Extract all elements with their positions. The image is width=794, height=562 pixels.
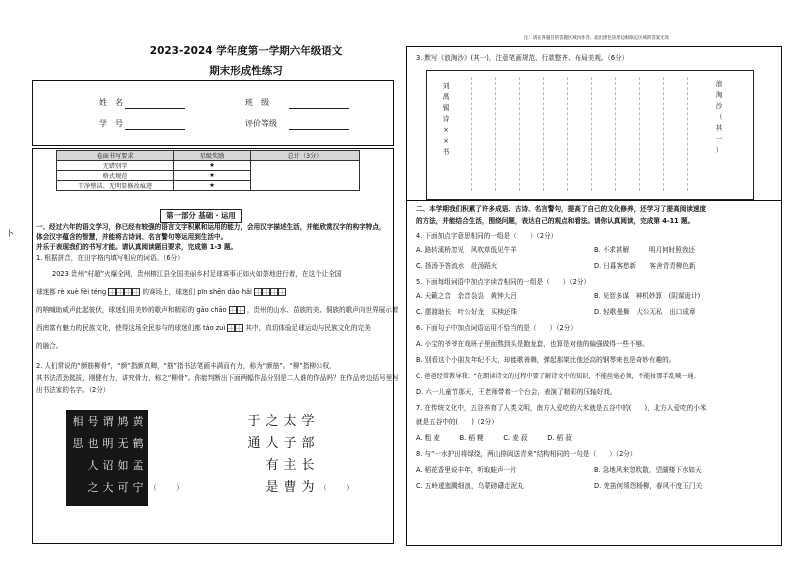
- table-header: 总计（3分）: [251, 151, 360, 161]
- table-header: 星级奖励: [174, 151, 251, 161]
- grade-label: 评价等级: [245, 119, 277, 128]
- scoring-table: [56, 150, 360, 191]
- calligraphy-glyph: 主: [283, 458, 297, 473]
- vertical-char: 其: [715, 124, 723, 132]
- part1-intro-2: [36, 242, 388, 252]
- class-label: 班 级: [245, 98, 269, 107]
- writing-column[interactable]: [615, 77, 616, 191]
- answer-grid-1[interactable]: [108, 288, 140, 296]
- part2-intro-1: 二、本学期我们积累了许多成语、古诗、名言警句，提高了自己的文化修养，还学习了提高阅读速度: [416, 205, 707, 213]
- vertical-char: ×: [443, 137, 449, 145]
- q5-option-b[interactable]: B. 见智多谋 神机妙算 (阴谋诡计): [594, 292, 701, 300]
- calligraphy-rubbing-2: [240, 410, 320, 506]
- calligraphy-glyph: 号: [87, 415, 99, 428]
- q8-option-a[interactable]: A. 稻花香里说丰年，听取蛙声一片: [416, 466, 517, 474]
- writing-column[interactable]: [543, 77, 544, 191]
- poem-writing-frame: [426, 70, 754, 200]
- title-line-1: 2023-2024 学年度第一学期六年级语文: [149, 45, 343, 57]
- vertical-char: 书: [442, 148, 450, 156]
- calligraphy-glyph: 宁: [132, 481, 144, 494]
- vertical-char: 沙: [715, 102, 723, 110]
- vertical-char: 锡: [442, 104, 450, 112]
- writing-column[interactable]: [495, 77, 496, 191]
- answer-paren-2[interactable]: （ ）: [320, 484, 353, 492]
- q8-option-d[interactable]: D. 羌笛何须怨杨柳，春风不度玉门关: [594, 482, 703, 490]
- answer-paren-1[interactable]: （ ）: [150, 484, 183, 492]
- q1-line-4: [36, 324, 371, 333]
- vertical-char: 禹: [442, 93, 450, 101]
- writing-column[interactable]: [519, 77, 520, 191]
- name-label: 姓 名: [99, 98, 123, 107]
- q8-option-c[interactable]: C. 五岭逶迤腾细浪，乌蒙磅礴走泥丸: [416, 482, 524, 490]
- calligraphy-glyph: 如: [117, 459, 129, 472]
- part2-intro-2: 的方法，并能结合生活，围绕问题，表达自己的观点和看法。请你认真阅读，完成第 4-11 题。: [416, 217, 695, 225]
- q4-option-c[interactable]: C. 扬汤予答流水 赴汤蹈火: [416, 262, 498, 270]
- calligraphy-glyph: 长: [301, 458, 315, 473]
- table-cell: 干净整洁、无明显修改痕迹: [57, 181, 174, 191]
- grade-field[interactable]: [289, 128, 349, 130]
- star-cell: ★: [174, 161, 251, 171]
- part1-intro: [36, 222, 388, 242]
- calligraphy-glyph: 相: [72, 415, 84, 428]
- q5-option-c[interactable]: C. 摆渡助长 叶公好龙 买椟还珠: [416, 308, 518, 316]
- q1-line-5: 的融合。: [36, 342, 63, 350]
- q1-line-3b: ，贵州的山水、苗族的美、侗族的歌声向世界展示着: [246, 306, 399, 314]
- student-id-label: 学 号: [99, 119, 123, 128]
- vertical-char: 浪: [715, 80, 723, 88]
- title-line-2: 期末形成性练习: [209, 65, 283, 77]
- vertical-char: 刘: [442, 82, 450, 90]
- calligraphy-glyph: 鹤: [132, 437, 144, 450]
- calligraphy-glyph: 可: [117, 481, 129, 494]
- calligraphy-glyph: 思: [72, 437, 84, 450]
- q1-pinyin-2: 的赛场上，球迷们 pīn shēn dào hǎi: [142, 288, 252, 296]
- calligraphy-glyph: 孟: [132, 459, 144, 472]
- page-subtitle: [96, 64, 396, 78]
- table-cell: 无错别字: [57, 161, 174, 171]
- vertical-char: （: [715, 113, 723, 121]
- calligraphy-glyph: 黄: [132, 415, 144, 428]
- part1-intro-2-text: 并乐于表现我们的书写才能。请认真阅读题目要求，完成第 1-3 题。: [36, 243, 238, 251]
- answer-grid-2[interactable]: [254, 288, 286, 296]
- class-field[interactable]: [289, 107, 349, 109]
- calligraphy-glyph: 为: [301, 480, 315, 495]
- calligraphy-glyph: 部: [301, 436, 315, 451]
- student-info-box: [32, 80, 394, 146]
- name-field[interactable]: [125, 107, 185, 109]
- writing-column[interactable]: [663, 77, 664, 191]
- q5-option-a[interactable]: A. 天籁之音 余音袅袅 黄钟大吕: [416, 292, 517, 300]
- calligraphy-glyph: 子: [283, 436, 297, 451]
- q6-option-b[interactable]: B. 别看这个小朋友年纪不大，却能歌善舞，弹起那架比他还高的钢琴来也是奇妙有趣的。: [416, 356, 676, 364]
- q5-option-d[interactable]: D. 轻歌曼舞 大公无私 出口成章: [594, 308, 696, 316]
- calligraphy-glyph: 诏: [102, 459, 114, 472]
- page-title: [96, 44, 396, 58]
- q1-stem: 1. 根据拼音，在田字格内填写相应的词语。（6分）: [36, 254, 184, 262]
- page-edge-marker: 卜: [6, 229, 14, 238]
- q1-line-4b: 其中，真切体验足球运动与民族文化的完美: [245, 324, 371, 332]
- table-header: 卷面书写要求: [57, 151, 174, 161]
- q1-line-1: 2023 贵州“村超”火爆全网，贵州榕江县全国美丽乡村足球赛事正如火如荼地进行着，在这个让全国: [52, 270, 342, 278]
- calligraphy-glyph: 通: [247, 436, 261, 451]
- calligraphy-glyph: 大: [102, 481, 114, 494]
- q4-option-d[interactable]: D. 日暮客愁新 客舍青青柳色新: [594, 262, 696, 270]
- calligraphy-glyph: 太: [283, 414, 297, 429]
- star-cell: ★: [174, 181, 251, 191]
- q1-pinyin-1: 球迷都 rè xuè fèi téng: [36, 288, 107, 296]
- calligraphy-glyph: 曹: [283, 480, 297, 495]
- part1-heading: [160, 209, 242, 223]
- q4-stem: 4. 下面加点字意思相同的一组是（ ）（2分）: [416, 232, 558, 240]
- calligraphy-rubbing-1: [66, 410, 148, 506]
- q1-line-3: [36, 306, 398, 315]
- poem-title-column: [714, 79, 724, 156]
- star-cell: ★: [174, 171, 251, 181]
- q7-stem-2: 就是五谷中的( )（2分）: [416, 418, 498, 426]
- q1-pinyin-4: 西南富有魅力的民族文化，使得这场全民参与的球迷们都 táo zuì: [36, 324, 226, 332]
- writing-column[interactable]: [471, 77, 472, 191]
- q7-stem-1: 7. 在传统文化中，五谷养育了人类文明，南方人爱吃的大米就是五谷中的( )，北方人爱吃的小米: [416, 404, 707, 412]
- calligraphy-glyph: 学: [301, 414, 315, 429]
- q1-pinyin-3: 的呐喊助威声此起彼伏，球迷们用美妙的歌声和精彩的 gāo chāo: [36, 306, 227, 314]
- calligraphy-glyph: 人: [87, 459, 99, 472]
- q1-line-2: [36, 288, 286, 297]
- student-id-field[interactable]: [125, 128, 185, 130]
- calligraphy-glyph: 谓: [102, 415, 114, 428]
- answer-grid-3[interactable]: [229, 306, 245, 314]
- calligraphy-glyph: 有: [265, 458, 279, 473]
- vertical-char: ）: [715, 146, 723, 154]
- q6-option-d[interactable]: D. 六一儿童节那天，王老师带着一个台会，表演了精彩的压轴好戏。: [416, 388, 617, 396]
- writing-column[interactable]: [687, 77, 688, 191]
- q5-stem: 5. 下面每组词语中加点字读音相同的一组是（ ）（2分）: [416, 278, 591, 286]
- part1-intro-1: 一、经过六年的语文学习，你已经有较强的语言文字积累和运用的能力，会用汉字描述生活，并能欣赏汉字的构字特点，体会汉字蕴含的智慧，并能将古诗词、名言警句等运用到生活中。: [36, 223, 386, 241]
- calligraphy-glyph: 之: [87, 481, 99, 494]
- poem-author-column: [441, 81, 451, 158]
- calligraphy-glyph: 于: [247, 414, 261, 429]
- calligraphy-glyph: 鸠: [117, 415, 129, 428]
- table-header-row: [57, 151, 360, 161]
- q2-stem-1: 2. 人们常说的“颜筋柳骨”，“颜”指颜真卿，“筋”指书法笔画丰满而有力，称为“颜筋”。“柳”指柳公权，: [36, 362, 336, 370]
- writing-column[interactable]: [591, 77, 592, 191]
- vertical-char: 一: [715, 135, 723, 143]
- answer-note: 注：请在各题目的答题区域内作答，超出黑色矩形边框限定区域的答案无效: [524, 36, 669, 41]
- calligraphy-glyph: 无: [117, 437, 129, 450]
- part1-heading-text: 第一部分 基础 · 运用: [166, 211, 236, 220]
- q3-stem: 3. 默写《浪淘沙》(其一)，注意笔画规范、行款整齐、布局美观。（6分）: [416, 54, 629, 62]
- calligraphy-glyph: 人: [265, 436, 279, 451]
- q2-stem-3: 出书法家的名字。（2分）: [36, 386, 110, 394]
- q4-option-b[interactable]: B. 不求甚解 明月何时照我还: [594, 246, 696, 254]
- total-cell: [251, 161, 360, 191]
- q6-option-a[interactable]: A. 小宝的爷爷在戏班子里面熬到头是跑龙套，也算是对他的偏强做得一些不够。: [416, 340, 649, 348]
- vertical-char: 淘: [715, 91, 723, 99]
- q7-options[interactable]: A. 粗 麦 B. 稻 粳 C. 麦 菽 D. 稻 菽: [416, 434, 572, 442]
- q6-stem: 6. 下面句子中加点词语运用不恰当的是（ ）（2分）: [416, 324, 577, 332]
- table-cell: 格式规范: [57, 171, 174, 181]
- writing-column[interactable]: [567, 77, 568, 191]
- calligraphy-glyph: 也: [87, 437, 99, 450]
- vertical-char: 诗: [442, 115, 450, 123]
- q4-option-a[interactable]: A. 路转溪桥忽见 风吹草低见牛羊: [416, 246, 517, 254]
- q6-option-c[interactable]: C. 爸爸经常教导我：“在朗读诗文的过程中要了解诗文中的知识，不能丝毫必须，不能扯那手乱喊一通。: [416, 373, 700, 380]
- table-row: [57, 161, 360, 171]
- vertical-char: ×: [443, 126, 449, 134]
- q8-stem: 8. 与“一水护田将绿绕，两山排闼送青来”结构相同的一句是（ ）（2分）: [416, 450, 637, 458]
- writing-column[interactable]: [639, 77, 640, 191]
- q8-option-b[interactable]: B. 急地风来忽吹散，望湖楼下水如天: [594, 466, 702, 474]
- section-divider: [406, 200, 782, 201]
- calligraphy-glyph: 明: [102, 437, 114, 450]
- calligraphy-glyph: 之: [265, 414, 279, 429]
- q2-stem-2: 其书法清劲挺拔，刚健有力，讲究骨力，称之“柳骨”。你能判断出下面两幅作品分别是二人谁的作品吗？在作品旁边括号里写: [36, 374, 399, 382]
- answer-grid-4[interactable]: [227, 324, 243, 332]
- calligraphy-glyph: 是: [265, 480, 279, 495]
